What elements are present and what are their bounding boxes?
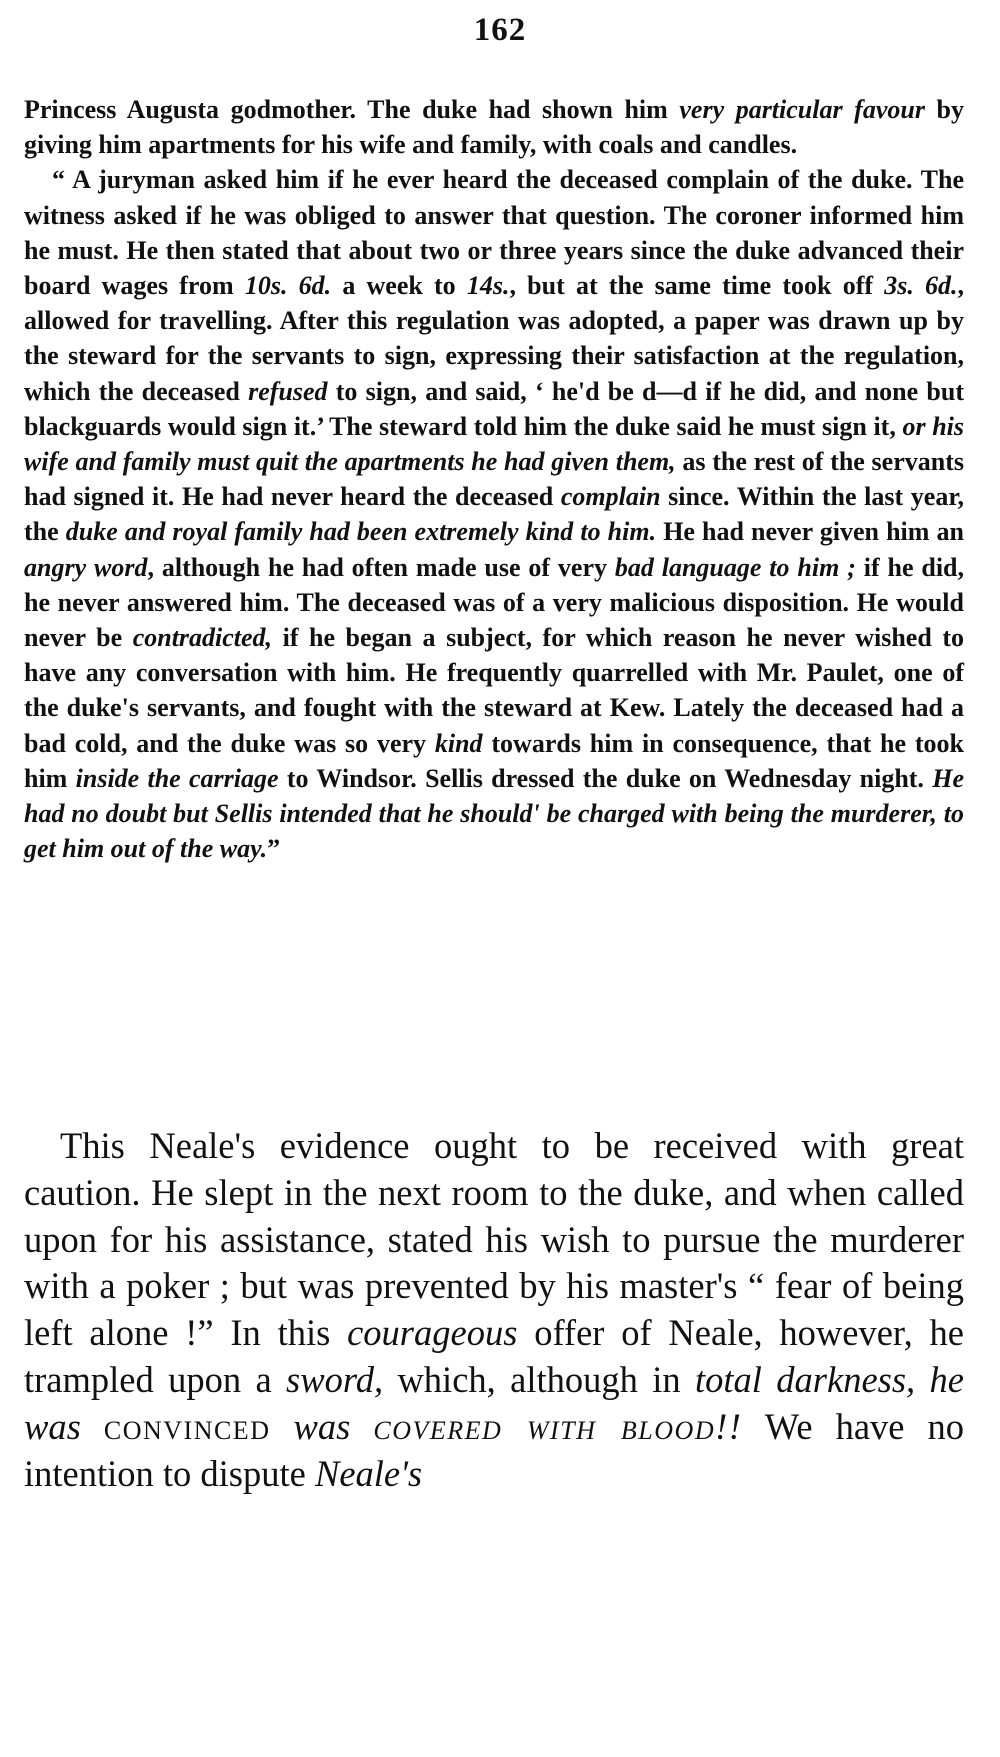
italic-run: total darkness, he was — [24, 1358, 964, 1447]
testimony-paragraph-2 — [24, 162, 964, 866]
italic-run: refused — [248, 376, 328, 406]
text-run: This Neale's evidence ought to be received with great caution. He slept in the next room to the duke, and when called upon for his assistance, stated his wish to pursue the murderer with a poker ; but was prevented by his master's “ fear of being left alone !” In this — [24, 1125, 964, 1354]
text-run: He had never given him an — [656, 517, 964, 547]
italic-run: 10s. 6d. — [244, 271, 332, 301]
text-run: towards him in consequence, that he took him — [24, 728, 964, 793]
text-run — [81, 1406, 104, 1447]
italic-run: or his wife and family must quit the apartments he had given them, — [24, 411, 965, 477]
quoted-testimony — [24, 92, 964, 866]
italic-run: kind — [434, 728, 483, 758]
text-run: as the rest of the servants had signed it. He had never heard the deceased — [24, 447, 964, 512]
text-run: , but at the same time took off — [509, 271, 885, 301]
italic-run: very particular favour — [679, 95, 925, 124]
text-run: We have no intention to dispute — [24, 1405, 965, 1494]
main-text — [24, 1123, 964, 1497]
body-paragraph — [24, 1123, 964, 1497]
small-caps-run: convinced — [103, 1405, 271, 1447]
page-number: 162 — [473, 12, 527, 48]
italic-run: Neale's — [314, 1452, 423, 1494]
italic-run: sword, — [286, 1358, 384, 1400]
text-run: ” — [267, 834, 281, 864]
italic-run: contradicted, — [132, 623, 273, 653]
text-run: to Windsor. Sellis dressed the duke on Wednesday night. — [278, 763, 933, 793]
testimony-paragraph-1 — [24, 92, 964, 162]
text-run: which, although in — [383, 1358, 695, 1400]
italic-run: inside the carriage — [75, 763, 279, 793]
italic-run: angry word — [24, 552, 148, 582]
text-run: by giving him apartments for his wife and family, with coals and candles. — [24, 95, 964, 160]
italic-run: He had no doubt but Sellis intended that he should' be charged with being the murderer, to get him out of the way. — [24, 763, 964, 864]
italic-run: was — [293, 1405, 351, 1447]
text-run: , allowed for travelling. After this regulation was adopted, a paper was drawn up by the steward for the servants to sign, expressing their satisfaction at the regulation, which the deceased — [24, 271, 965, 406]
italic-run: duke and royal family had been extremely kind to him. — [65, 517, 657, 547]
italic-small-caps-run: covered with blood!! — [373, 1405, 743, 1447]
text-run: if he began a subject, for which reason he never wished to have any conversation with him. He frequently quarrelled with Mr. Paulet, one of the duke's servants, and fought with the steward at Kew. Lately the deceased had a bad cold, and the duke was so very — [24, 623, 964, 758]
text-run: “ A juryman asked him if he ever heard the deceased complain of the duke. The witness asked if he was obliged to answer that question. The coroner informed him he must. He then stated that about two or three years since the duke advanced their board wages from — [24, 165, 964, 301]
text-run: offer of Neale, however, he trampled upon a — [24, 1312, 964, 1400]
italic-run: bad language to him ; — [614, 552, 856, 582]
italic-run: courageous — [347, 1312, 518, 1354]
text-run: Princess Augusta godmother. The duke had shown him — [24, 95, 680, 124]
text-run: a week to — [331, 271, 467, 301]
text-run — [270, 1406, 293, 1447]
italic-run: 3s. 6d. — [884, 271, 958, 301]
text-run — [350, 1406, 373, 1447]
text-run: if he did, he never answered him. The deceased was of a very malicious disposition. He would never be — [24, 552, 965, 653]
text-run: since. Within the last year, the — [24, 482, 964, 547]
text-run: to sign, and said, ‘ he'd be d—d if he did, and none but blackguards would sign it.’ The steward told him the duke said he must sign it, — [24, 376, 964, 441]
italic-run: 14s. — [466, 271, 510, 301]
text-run: , although he had often made use of very — [147, 552, 615, 582]
italic-run: complain — [560, 482, 661, 512]
